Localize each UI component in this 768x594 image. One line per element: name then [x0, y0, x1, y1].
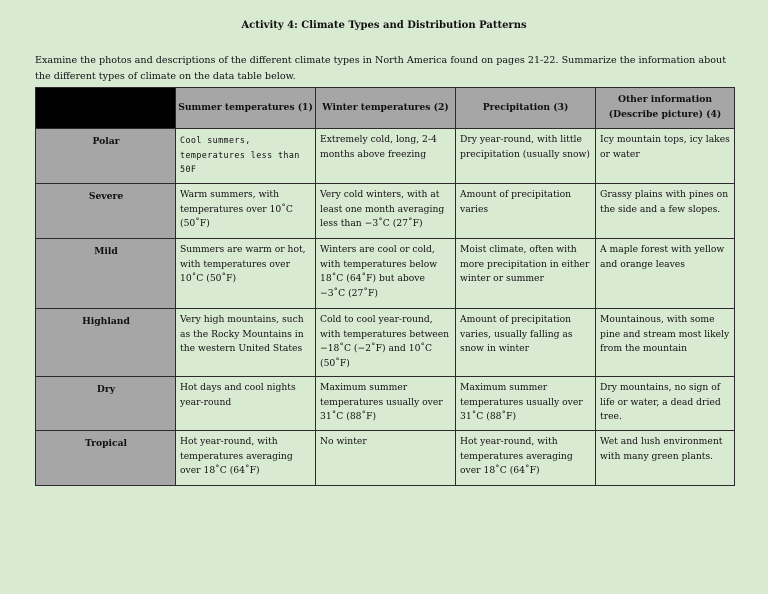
table-cell[interactable]: Very cold winters, with at least one month averaging less than −3˚C (27˚F): [316, 184, 456, 239]
table-cell[interactable]: Maximum summer temperatures usually over 31˚C (88˚F): [316, 377, 456, 431]
table-cell[interactable]: Moist climate, often with more precipitation in either winter or summer: [456, 239, 596, 309]
table-cell[interactable]: Mountainous, with some pine and stream most likely from the mountain: [596, 309, 735, 377]
table-row-dry: [36, 377, 735, 431]
column-header-winter: Winter temperatures (2): [316, 88, 456, 129]
table-cell[interactable]: Extremely cold, long, 2-4 months above freezing: [316, 129, 456, 184]
table-row-highland: [36, 309, 735, 377]
table-cell[interactable]: Amount of precipitation varies: [456, 184, 596, 239]
row-label-mild: Mild: [36, 239, 176, 309]
table-cell[interactable]: Grassy plains with pines on the side and a few slopes.: [596, 184, 735, 239]
table-row-polar: [36, 129, 735, 184]
table-cell[interactable]: No winter: [316, 431, 456, 486]
column-header-precipitation: Precipitation (3): [456, 88, 596, 129]
table-cell[interactable]: Summers are warm or hot, with temperatures over 10˚C (50˚F): [176, 239, 316, 309]
row-label-dry: Dry: [36, 377, 176, 431]
row-label-severe: Severe: [36, 184, 176, 239]
table-cell[interactable]: Hot year-round, with temperatures averaging over 18˚C (64˚F): [456, 431, 596, 486]
column-header-summer: Summer temperatures (1): [176, 88, 316, 129]
table-cell[interactable]: Very high mountains, such as the Rocky Mountains in the western United States: [176, 309, 316, 377]
instructions-text: Examine the photos and descriptions of the different climate types in North America found on pages 21-22. Summarize the information about the different types of climate on the data table below.: [35, 55, 727, 82]
table-cell[interactable]: Maximum summer temperatures usually over 31˚C (88˚F): [456, 377, 596, 431]
table-cell[interactable]: Cold to cool year-round, with temperatures between −18˚C (−2˚F) and 10˚C (50˚F): [316, 309, 456, 377]
table-cell[interactable]: Warm summers, with temperatures over 10˚C (50˚F): [176, 184, 316, 239]
table-header-row: [36, 88, 735, 129]
row-label-tropical: Tropical: [36, 431, 176, 486]
table-row-severe: [36, 184, 735, 239]
table-row-mild: [36, 239, 735, 309]
table-cell[interactable]: Winters are cool or cold, with temperatures below 18˚C (64˚F) but above −3˚C (27˚F): [316, 239, 456, 309]
row-label-polar: Polar: [36, 129, 176, 184]
table-cell[interactable]: Dry mountains, no sign of life or water, a dead dried tree.: [596, 377, 735, 431]
table-cell[interactable]: A maple forest with yellow and orange leaves: [596, 239, 735, 309]
table-row-tropical: [36, 431, 735, 486]
table-cell[interactable]: Hot year-round, with temperatures averaging over 18˚C (64˚F): [176, 431, 316, 486]
table-cell[interactable]: Dry year-round, with little precipitation (usually snow): [456, 129, 596, 184]
table-cell[interactable]: Cool summers, temperatures less than 50F: [176, 129, 316, 184]
table-cell[interactable]: Icy mountain tops, icy lakes or water: [596, 129, 735, 184]
corner-cell: [36, 88, 176, 129]
table-cell[interactable]: Amount of precipitation varies, usually falling as snow in winter: [456, 309, 596, 377]
row-label-highland: Highland: [36, 309, 176, 377]
table-cell[interactable]: Hot days and cool nights year-round: [176, 377, 316, 431]
climate-data-table: [35, 87, 735, 486]
column-header-other-info: Other information (Describe picture) (4): [596, 88, 735, 129]
table-cell[interactable]: Wet and lush environment with many green plants.: [596, 431, 735, 486]
page-title: Activity 4: Climate Types and Distribution Patterns: [241, 20, 527, 31]
